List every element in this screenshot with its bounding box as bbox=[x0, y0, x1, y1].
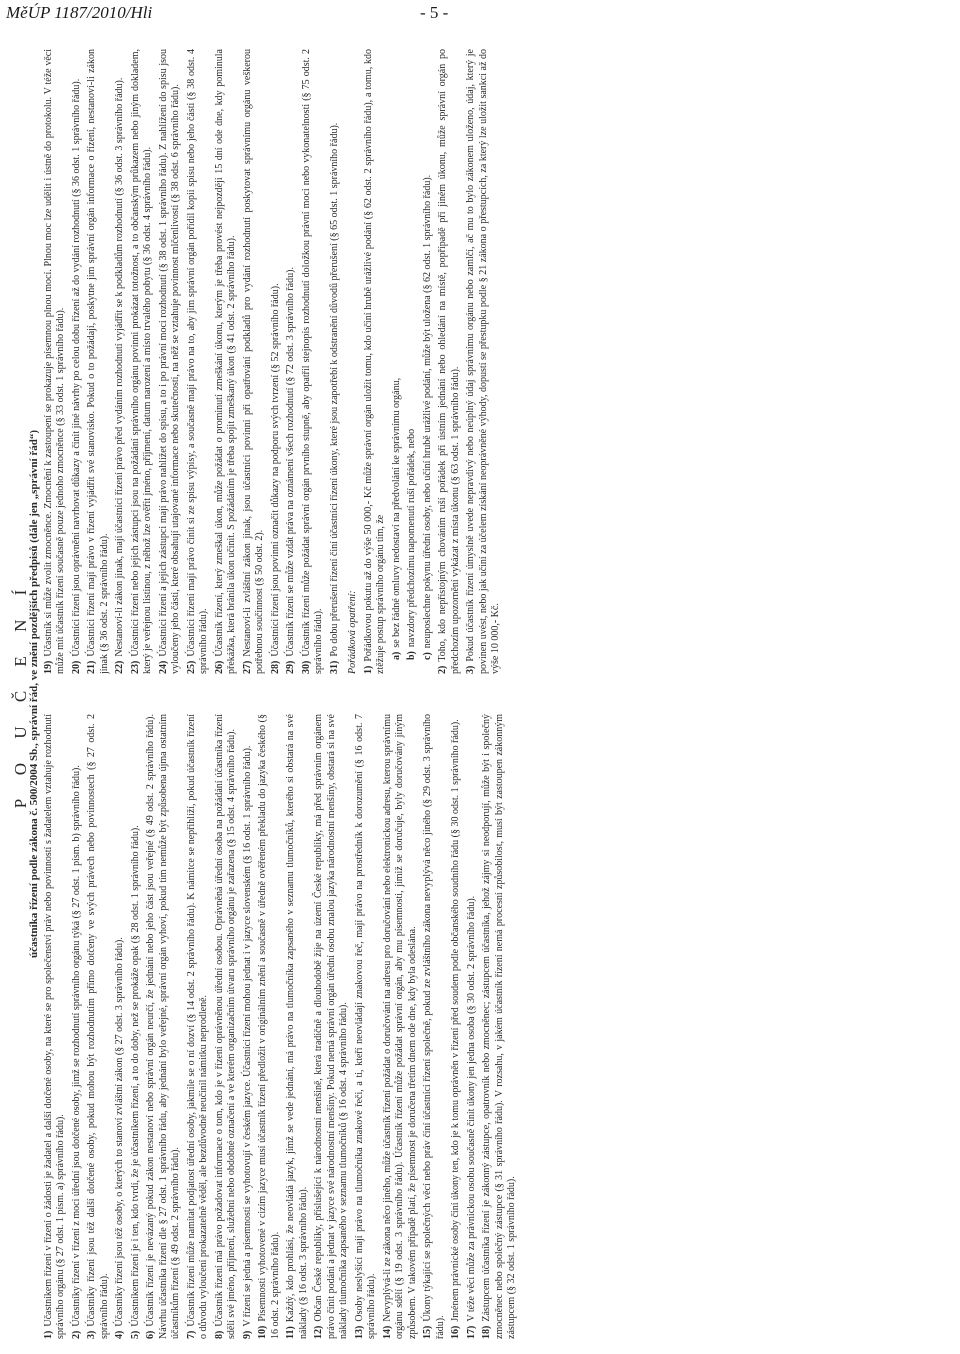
item-number: 21) bbox=[86, 660, 97, 674]
item-text: Každý, kdo prohlásí, že neovládá jazyk, jímž se vede jednání, má právo na tlumočníka zapsaného v seznamu tlumočníků, kterého si obstará na své náklady (§ 16 odst. 3 správního řádu). bbox=[285, 714, 309, 1339]
list-item bbox=[242, 49, 267, 674]
item-number: 31) bbox=[328, 660, 340, 674]
list-item bbox=[186, 49, 211, 674]
item-number: 17) bbox=[465, 1325, 477, 1339]
item-number: 2) bbox=[70, 1330, 82, 1339]
item-text: Občan České republiky, příslušející k národnostní menšině, která tradičně a dlouhodobě žije na území České republiky, má před správním orgánem právo činit podání a jednat v jazyce své národnostní menšiny. Pokud nemá správní orgán úřední osobu znalou jazyka národnostní menšiny, obstará si na své náklady tlumočníka zapsaného v seznamu tlumočníků (§ 16 odst. 4 správního řádu). bbox=[313, 714, 349, 1339]
item-number: 6) bbox=[145, 1330, 156, 1339]
item-number: 4) bbox=[114, 1330, 125, 1339]
list-item bbox=[466, 714, 479, 1339]
item-text: Účastníkem řízení v řízení o žádosti je žadatel a další dotčené osoby, na které se pro společenství práv nebo povinností s žadatelem vztahuje rozhodnutí správního orgánu (§ 27 odst. 1 písm. a) správního řádu). bbox=[42, 714, 66, 1339]
list-item bbox=[114, 49, 127, 674]
item-number: 27) bbox=[241, 660, 253, 674]
item-text: Účastníky řízení jsou též osoby, o kterých to stanoví zvláštní zákon (§ 27 odst. 3 správního řádu). bbox=[114, 937, 125, 1327]
item-number: 7) bbox=[185, 1330, 197, 1339]
item-number: 19) bbox=[42, 660, 54, 674]
document-reference: MěÚP 1187/2010/Hli bbox=[6, 3, 153, 22]
item-number: 5) bbox=[129, 1330, 141, 1339]
item-text: Účastník řízení, který zmeškal úkon, může požádat o prominutí zmeškání úkonu, kterým je třeba provést nejpozději 15 dní ode dne, kdy pominula překážka, která bránila úkon učinit. S požádáním je třeba spojit zmeškaný úkon (§ 41 odst. 2 správního řádu). bbox=[213, 49, 237, 674]
list-item bbox=[257, 714, 282, 1339]
list-item bbox=[43, 714, 68, 1339]
item-text: Toho, kdo nepřístojným chováním ruší pořádek při ústním jednání nebo ohledání na místě, popřípadě při jiném úkonu, může správní orgán po předchozím upozornění vykázat z místa úkonu (§ 63 odst. 1 správního řádu). bbox=[437, 49, 461, 674]
scanned-page bbox=[0, 34, 960, 1354]
item-text: Pořádkovou pokutu až do výše 50 000,- Kč může správní orgán uložit tomu, kdo učiní hrubě urážlivé podání (§ 62 odst. 2 správního řádu), a tomu, kdo ztěžuje postup správního orgánu tím, že bbox=[362, 49, 386, 674]
item-number: 23) bbox=[129, 660, 141, 674]
item-number: 13) bbox=[353, 1325, 365, 1339]
item-text: Účastníci řízení jsou oprávněni navrhovat důkazy a činit jiné návrhy po celou dobu řízení až do vydání rozhodnutí (§ 36 odst. 1 správního řádu). bbox=[70, 78, 82, 657]
item-text: se bez řádné omluvy nedostaví na předvolání ke správnímu orgánu, bbox=[390, 377, 402, 648]
item-number: 14) bbox=[381, 1325, 393, 1339]
item-number: 3) bbox=[86, 1330, 97, 1339]
item-text: Účastníci řízení a jejich zástupci mají právo nahlížet do spisu, a to i po právní moci rozhodnutí (§ 38 odst. 1 správního řádu). Z nahlížení do spisu jsou vyloučeny jeho části, které obsahují utajované informace nebo skutečnosti, na něž se vztahuje povinnost mlčenlivosti (§ 38 odst. 6 správního řádu). bbox=[157, 49, 181, 674]
item-number: c) bbox=[421, 652, 433, 660]
item-number: 26) bbox=[213, 660, 225, 674]
item-number: 1) bbox=[362, 665, 374, 674]
item-number: 25) bbox=[185, 660, 197, 674]
item-text: Osoby neslyšící mají právo na tlumočníka znakové řeči, a ti, kteří neovládají znakovou řeč, mají právo na prostředník k dorozumění (§ 16 odst. 7 správního řádu). bbox=[353, 714, 377, 1339]
item-text: Písemnosti vyhotovené v cizím jazyce musí účastník řízení předložit v originálním znění a současně v úředně ověřeném překladu do jazyka českého (§ 16 odst. 2 správního řádu). bbox=[257, 714, 281, 1339]
item-text: Účastníkem řízení je i ten, kdo tvrdí, že je účastníkem řízení, a to do doby, než se prokáže opak (§ 28 odst. 1 správního řádu). bbox=[129, 825, 141, 1327]
list-item bbox=[406, 49, 419, 660]
list-item bbox=[329, 49, 342, 674]
list-item bbox=[313, 714, 351, 1339]
item-number: a) bbox=[390, 651, 402, 660]
item-text: Jménem právnické osoby činí úkony ten, kdo je k tomu oprávněn v řízení před soudem podle občanského soudního řádu (§ 30 odst. 1 správního řádu). bbox=[450, 719, 461, 1322]
list-item bbox=[285, 49, 298, 674]
item-number: 30) bbox=[300, 660, 312, 674]
list-item bbox=[242, 714, 255, 1339]
list-item bbox=[382, 714, 420, 1339]
left-column bbox=[43, 714, 923, 1339]
item-text: neuposlechne pokynu úřední osoby, nebo učiní hrubě urážlivé podání, může být uložena (§ 62 odst. 1 správního řádu). bbox=[421, 174, 433, 649]
list-item bbox=[285, 714, 310, 1339]
item-number: 2) bbox=[437, 665, 448, 674]
order-items bbox=[363, 49, 503, 674]
item-text: Pokud účastník řízení úmyslně uvede nepravdivý nebo neúplný údaj správnímu orgánu nebo zamlčí, ač mu to bylo zákonem uloženo, údaj, který je povinen uvést, nebo jak učiní za účelem získání neoprávněné výhody, dopustí se přestupku podle § 21 zákona o přestupcích, za který lze uložit sankci až do výše 10 000,- Kč. bbox=[465, 49, 501, 674]
item-number: 18) bbox=[481, 1325, 492, 1339]
item-number: 16) bbox=[450, 1325, 461, 1339]
item-text: Nestanoví-li zvláštní zákon jinak, jsou účastníci povinni při opatřování podkladů pro vydání rozhodnutí poskytovat správnímu orgánu veškerou potřebnou součinnost (§ 50 odst. 2). bbox=[241, 49, 265, 674]
list-item bbox=[71, 49, 84, 674]
right-items bbox=[43, 49, 342, 674]
item-number: 8) bbox=[213, 1330, 225, 1339]
list-item bbox=[86, 49, 111, 674]
page-number: - 5 - bbox=[420, 3, 449, 22]
list-item bbox=[214, 714, 239, 1339]
document-title: P O U Č E N Í bbox=[11, 579, 30, 809]
item-text: Zástupcem účastníka řízení je zákonný zástupce, opatrovník nebo zmocněnec; zástupcem účastníka, jehož zájmy si neodporují, může být i společný zmocněnec nebo společný zástupce (§ 31 správního řádu). V rozsahu, v jakém účastník řízení nemá procesní způsobilost, musí být zastoupen zákonným zástupcem (§ 32 odst. 1 správního řádu). bbox=[481, 714, 517, 1339]
list-item bbox=[422, 714, 447, 1339]
list-item bbox=[391, 49, 404, 660]
item-text: Účastníky řízení v řízení z moci úřední jsou dotčené osoby, jimž se rozhodnutí správního orgánu týká (§ 27 odst. 1 písm. b) správního řádu). bbox=[70, 765, 82, 1327]
item-number: 12) bbox=[313, 1325, 324, 1339]
right-column bbox=[43, 49, 923, 674]
page-header bbox=[0, 0, 960, 26]
list-item bbox=[270, 49, 283, 674]
list-item bbox=[301, 49, 326, 674]
item-text: Účastníci řízení nebo jejich zástupci jsou na požádání správního orgánu povinni prokázat totožnost, a to občanským průkazem nebo jiným dokladem, který je veřejnou listinou, z něhož lze ověřit jméno, příjmení, datum narození a místo trvalého pobytu (§ 36 odst. 4 správního řádu). bbox=[129, 49, 153, 674]
list-item bbox=[186, 714, 211, 1339]
item-text: Účastníci řízení mají právo v řízení vyjádřit své stanovisko. Pokud o to požádají, poskytne jim správní orgán informace o řízení, nestanoví-li zákon jinak (§ 36 odst. 2 správního řádu). bbox=[86, 49, 110, 674]
item-number: 15) bbox=[422, 1325, 433, 1339]
list-item bbox=[363, 49, 388, 674]
list-item bbox=[450, 714, 463, 1339]
list-item bbox=[86, 714, 111, 1339]
item-text: Po dobu přerušení řízení činí účastníci řízení úkony, které jsou zapotřebí k odstranění důvodů přerušení (§ 65 odst. 1 správního řádu). bbox=[328, 122, 340, 657]
item-text: Účastník řízení má právo požadovat informace o tom, kdo je v řízení oprávněnou úřední osobou. Oprávněná úřední osoba na požádání účastníka řízení sdělí své jméno, příjmení, služební nebo obdobné označení a ve kterém organizačním útvaru správního orgánu je zařazena (§ 15 odst. 4 správního řádu). bbox=[213, 714, 237, 1339]
list-item bbox=[214, 49, 239, 674]
list-item bbox=[130, 714, 143, 1339]
list-item bbox=[481, 714, 519, 1339]
item-text: Účastník řízení se může vzdát práva na oznámení všech rozhodnutí (§ 72 odst. 3 správního řádu). bbox=[285, 267, 296, 657]
item-number: 20) bbox=[70, 660, 82, 674]
item-text: Účastníky řízení jsou též další dotčené osoby, pokud mohou být rozhodnutím přímo dotčeny ve svých právech nebo povinnostech (§ 27 odst. 2 správního řádu). bbox=[86, 714, 110, 1339]
item-text: Účastníci řízení jsou povinni označit důkazy na podporu svých tvrzení (§ 52 správního řádu). bbox=[269, 283, 281, 657]
item-number: 29) bbox=[285, 660, 296, 674]
list-item bbox=[43, 49, 68, 674]
list-item bbox=[145, 714, 183, 1339]
item-text: navzdory předchozímu napomenutí ruší pořádek, nebo bbox=[406, 428, 417, 648]
list-item bbox=[114, 714, 127, 1339]
list-item bbox=[71, 714, 84, 1339]
item-text: Účastník řízení je nevázaný pokud zákon nestanoví nebo správní orgán neurčí, že jednání nebo jeho část jsou veřejné (§ 49 odst. 2 správního řádu). Návrhu účastníka řízení dle § 27 odst. 1 správního řádu, aby jednání bylo veřejné, správní orgán vyhoví, pokud tím nemůže být způsobena újma ostatním účastníkům řízení (§ 49 odst. 2 správního řádu). bbox=[145, 714, 181, 1339]
item-text: Nevyplývá-li ze zákona něco jiného, může účastník řízení požádat o doručování na adresu pro doručování nebo elektronickou adresu, kterou správnímu orgánu sdělí (§ 19 odst. 3 správního řádu). Účastník řízení může požádat správní orgán, aby mu písemnosti, jimiž se doručuje, byly doručovány jiným způsobem. V takovém případě platí, že písemnost je doručena třetím dnem ode dne, kdy byla odeslána. bbox=[381, 714, 418, 1339]
item-text: Nestanoví-li zákon jinak, mají účastníci řízení právo před vydáním rozhodnutí vyjádřit se k podkladům rozhodnutí (§ 36 odst. 3 správního řádu). bbox=[114, 77, 125, 657]
item-number: 3) bbox=[465, 665, 476, 674]
item-number: 28) bbox=[269, 660, 281, 674]
item-number: b) bbox=[406, 651, 417, 660]
item-text: Účastník řízení může požádat správní orgán prvního stupně, aby opatřil stejnopis rozhodnutí doložkou právní moci nebo vykonatelnosti (§ 75 odst. 2 správního řádu). bbox=[300, 49, 324, 674]
title-block bbox=[11, 49, 41, 1339]
document-subtitle: účastníka řízení podle zákona č. 500/2004 Sb., správní řád, ve znění pozdějších předpisů (dále jen „správní řád“) bbox=[27, 429, 40, 959]
item-number: 1) bbox=[42, 1330, 54, 1339]
section-heading: Pořádková opatření: bbox=[347, 590, 358, 674]
item-number: 9) bbox=[241, 1330, 253, 1339]
item-text: Účastníci řízení mají právo činit si ze spisu výpisy, a současně mají právo na to, aby jim správní orgán pořídil kopii spisu nebo jeho části (§ 38 odst. 4 správního řádu). bbox=[185, 49, 209, 674]
list-item bbox=[422, 49, 435, 660]
list-item bbox=[130, 49, 155, 674]
list-item bbox=[465, 49, 503, 674]
item-number: 10) bbox=[257, 1325, 268, 1339]
list-item bbox=[437, 49, 462, 674]
item-number: 24) bbox=[157, 660, 169, 674]
item-number: 22) bbox=[114, 660, 125, 674]
list-item bbox=[158, 49, 183, 674]
list-item bbox=[354, 714, 379, 1339]
item-number: 11) bbox=[285, 1326, 296, 1339]
rotated-document bbox=[11, 49, 945, 1339]
item-text: Úkony týkající se společných věcí nebo práv činí účastníci řízení společně, pokud ze zvláštního zákona nevyplývá něco jiného (§ 29 odst. 3 správního řádu). bbox=[422, 714, 446, 1339]
item-text: Účastník řízení může namítat podjatost úřední osoby, jakmile se o ní dozví (§ 14 odst. 2 správního řádu). K námitce se nepřihlíží, pokud účastník řízení o důvodu vyloučení prokazatelně věděl, ale bezdůvodně neučinil námitku neprodleně. bbox=[185, 714, 209, 1339]
item-text: V řízení se jedná a písemnosti se vyhotovují v českém jazyce. Účastníci řízení mohou jednat i v jazyce slovenském (§ 16 odst. 1 správního řádu). bbox=[241, 745, 253, 1327]
item-text: V téže věci může za právnickou osobu současně činit úkony jen jedna osoba (§ 30 odst. 2 správního řádu). bbox=[465, 895, 477, 1322]
item-text: Účastník si může zvolit zmocněnce. Zmocnění k zastoupení se prokazuje písemnou plnou mocí. Plnou moc lze udělit i ústně do protokolu. V téže věci může mít účastník řízení současně pouze jednoho zmocněnce (§ 33 odst. 1 správního řádu). bbox=[42, 49, 66, 674]
